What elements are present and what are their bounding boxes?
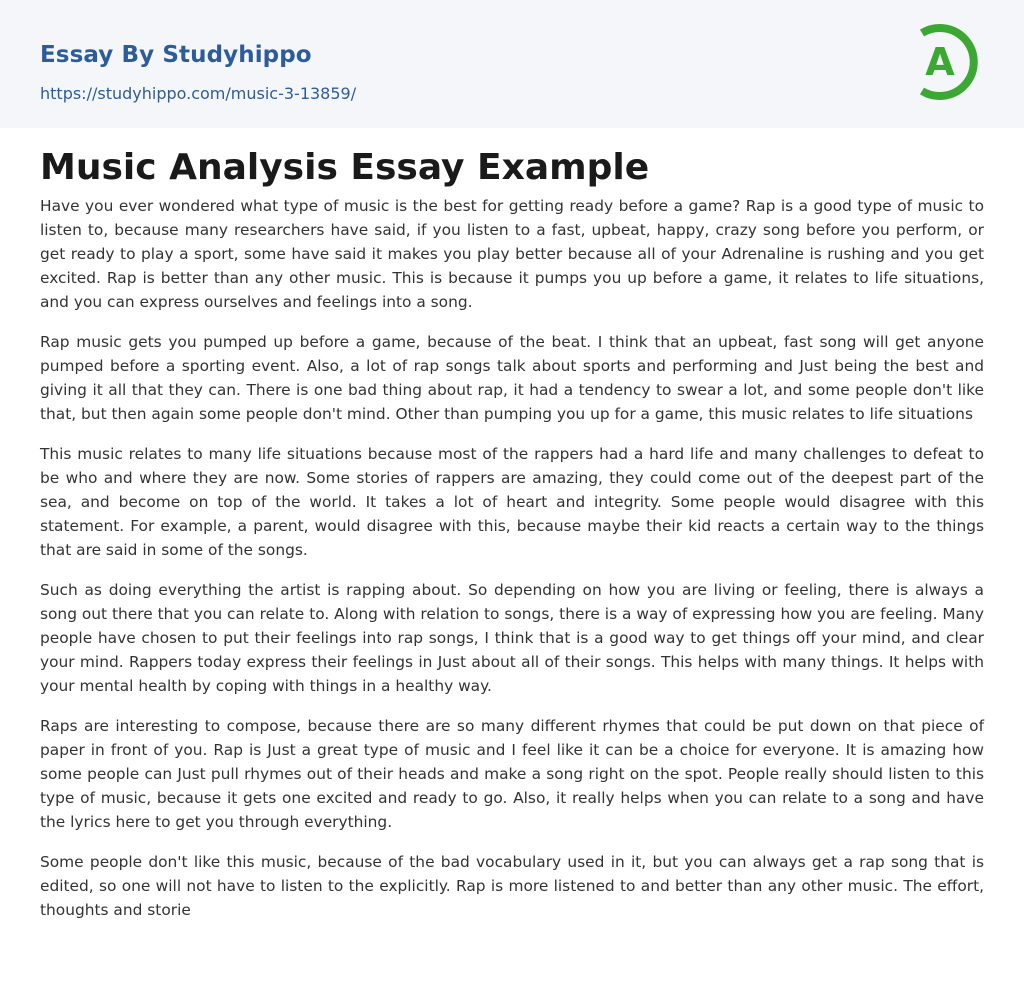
essay-paragraph: Such as doing everything the artist is rapping about. So depending on how you are living or feeling, there is always a song out there that you can relate to. Along with relation to songs, there is a way of expressing how you are feeling. Many people have chosen to put their feelings into rap songs, I think that is a good way to get things off your mind, and clear your mind. Rappers today express their feelings in Just about all of their songs. This helps with many things. It helps with your mental health by coping with things in a healthy way. [40, 581, 984, 695]
page-title: Music Analysis Essay Example [40, 147, 650, 188]
essay-paragraph: Some people don't like this music, because of the bad vocabulary used in it, but you can always get a rap song that is edited, so one will not have to listen to the explicitly. Rap is more listened to and better than any other music. The effort, thoughts and storie [40, 853, 984, 919]
logo-letter: A [925, 40, 955, 84]
brand-title[interactable]: Essay By Studyhippo [40, 42, 312, 68]
studyhippo-logo-icon[interactable] [912, 19, 986, 105]
essay-paragraph: Rap music gets you pumped up before a game, because of the beat. I think that an upbeat, fast song will get anyone pumped before a sporting event. Also, a lot of rap songs talk about sports and performing and Just being the best and giving it all that they can. There is one bad thing about rap, it had a tendency to swear a lot, and some people don't like that, but then again some people don't mind. Other than pumping you up for a game, this music relates to life situations [40, 333, 984, 423]
essay-paragraph: This music relates to many life situations because most of the rappers had a hard life and many challenges to defeat to be who and where they are now. Some stories of rappers are amazing, they could come out of the deepest part of the sea, and become on top of the world. It takes a lot of heart and integrity. Some people would disagree with this statement. For example, a parent, would disagree with this, because maybe their kid reacts a certain way to the things that are said in some of the songs. [40, 445, 984, 559]
essay-paragraph: Raps are interesting to compose, because there are so many different rhymes that could be put down on that piece of paper in front of you. Rap is Just a great type of music and I feel like it can be a choice for everyone. It is amazing how some people can Just pull rhymes out of their heads and make a song right on the spot. People really should listen to this type of music, because it gets one excited and ready to go. Also, it really helps when you can relate to a song and have the lyrics here to get you through everything. [40, 717, 984, 831]
essay-body [40, 194, 984, 938]
source-url-link[interactable]: https://studyhippo.com/music-3-13859/ [40, 84, 357, 103]
essay-paragraph: Have you ever wondered what type of music is the best for getting ready before a game? Rap is a good type of music to listen to, because many researchers have said, if you listen to a fast, upbeat, happy, crazy song before you perform, or get ready to play a sport, some have said it makes you play better because all of your Adrenaline is rushing and you get excited. Rap is better than any other music. This is because it pumps you up before a game, it relates to life situations, and you can express ourselves and feelings into a song. [40, 197, 984, 311]
